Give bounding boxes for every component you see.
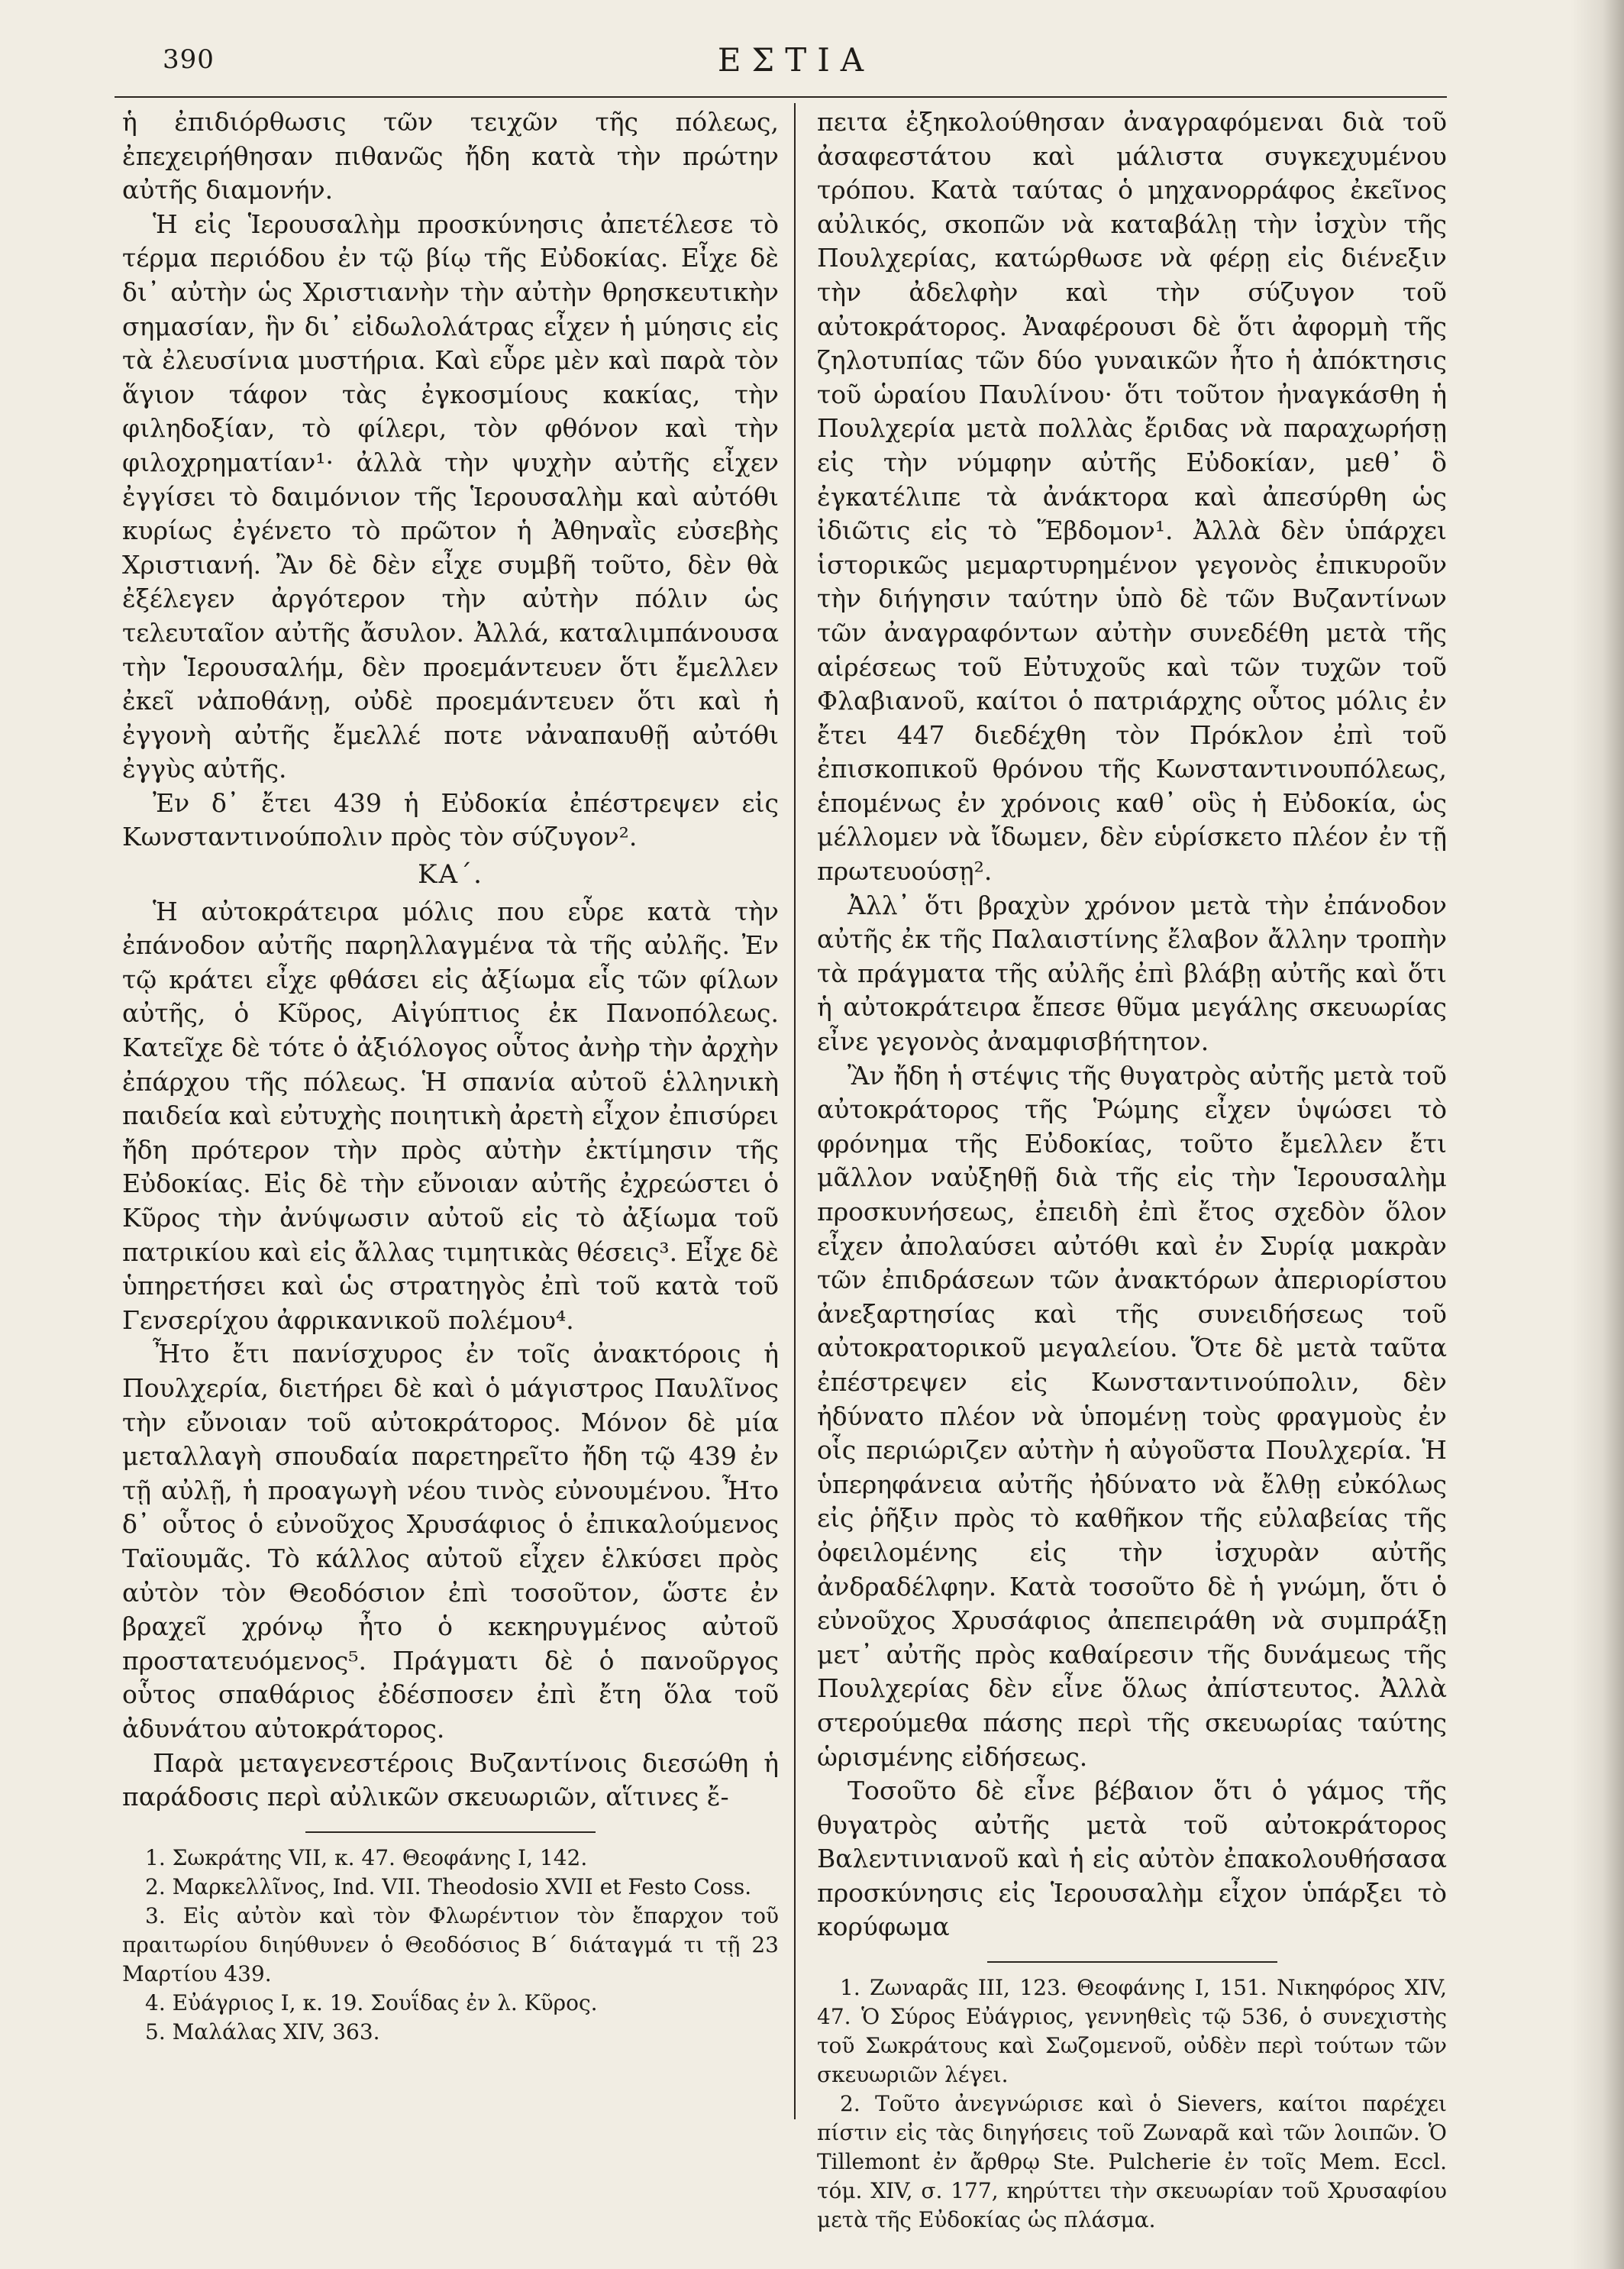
left-column (122, 105, 779, 2047)
footnote: 5. Μαλάλας XIV, 363. (145, 2019, 380, 2044)
paragraph: Τοσοῦτο δὲ εἶνε βέβαιον ὅτι ὁ γάμος τῆς θυγατρὸς αὐτῆς μετὰ τοῦ αὐτοκράτορος Βαλεντινιανοῦ καὶ ἡ εἰς αὐτὸν ἐπακολουθήσασα προσκύνησις εἰς Ἱερουσαλὴμ εἶχον ὑπάρξει τὸ κορύφωμα (817, 1776, 1447, 1942)
footnote: 2. Τοῦτο ἀνεγνώρισε καὶ ὁ Sievers, καίτοι παρέχει πίστιν εἰς τὰς διηγήσεις τοῦ Ζωναρᾶ καὶ τῶν λοιπῶν. Ὁ Tillemont ἐν ἄρθρῳ Ste. Pulcherie ἐν τοῖς Mem. Eccl. τόμ. XIV, σ. 177, κηρύττει τὴν σκευωρίαν τοῦ Χρυσαφίου μετὰ τῆς Εὐδοκίας ὡς πλάσμα. (817, 2091, 1447, 2233)
paragraph: Παρὰ μεταγενεστέροις Βυζαντίνοις διεσώθη ἡ παράδοσις περὶ αὐλικῶν σκευωριῶν, αἵτινες ἔ- (122, 1747, 779, 1812)
page-edge-shadow (1571, 0, 1624, 2269)
header-rule (115, 96, 1447, 98)
page-number: 390 (163, 44, 215, 75)
footnotes-right (817, 1973, 1447, 2235)
paragraph: Ἂν ἤδη ἡ στέψις τῆς θυγατρὸς αὐτῆς μετὰ τοῦ αὐτοκράτορος τῆς Ῥώμης εἶχεν ὑψώσει τὸ φρόνημα τῆς Εὐδοκίας, τοῦτο ἔμελλεν ἔτι μᾶλλον ναὐξηθῇ διὰ τῆς εἰς τὴν Ἱερουσαλὴμ προσκυνήσεως, ἐπειδὴ ἐπὶ ἔτος σχεδὸν ὅλον εἶχεν ἀπολαύσει αὐτόθι καὶ ἐν Συρίᾳ μακρὰν τῶν ἐπιδράσεων τῶν ἀνακτόρων ἀπεριορίστου ἀνεξαρτησίας καὶ τῆς συνειδήσεως τοῦ αὐτοκρατορικοῦ μεγαλείου. Ὅτε δὲ μετὰ ταῦτα ἐπέστρεψεν εἰς Κωνσταντινούπολιν, δὲν ἠδύνατο πλέον νὰ ὑπομένῃ τοὺς φραγμοὺς ἐν οἷς περιώριζεν αὐτὴν ἡ αὐγοῦστα Πουλχερία. Ἡ ὑπερηφάνεια αὐτῆς ἠδύνατο νὰ ἔλθῃ εὐκόλως εἰς ῥῆξιν πρὸς τὸ καθῆκον τῆς εὐλαβείας τῆς ὀφειλομένης εἰς τὴν ἰσχυρὰν αὐτῆς ἀνδραδέλφην. Κατὰ τοσοῦτο δὲ ἡ γνώμη, ὅτι ὁ εὐνοῦχος Χρυσάφιος ἀπεπειράθη νὰ συμπράξῃ μετ᾽ αὐτῆς πρὸς καθαίρεσιν τῆς δυνάμεως τῆς Πουλχερίας δὲν εἶνε ὅλως ἀπίστευτος. Ἀλλὰ στερούμεθα πάσης περὶ τῆς σκευωρίας ταύτης ὡρισμένης εἰδήσεως. (817, 1060, 1447, 1772)
paragraph: Ἦτο ἔτι πανίσχυρος ἐν τοῖς ἀνακτόροις ἡ Πουλχερία, διετήρει δὲ καὶ ὁ μάγιστρος Παυλῖνος τὴν εὔνοιαν τοῦ αὐτοκράτορος. Μόνον δὲ μία μεταλλαγὴ σπουδαία παρετηρεῖτο ἤδη τῷ 439 ἐν τῇ αὐλῇ, ἡ προαγωγὴ νέου τινὸς εὐνουμένου. Ἦτο δ᾽ οὗτος ὁ εὐνοῦχος Χρυσάφιος ὁ ἐπικαλούμενος Ταϊουμᾶς. Τὸ κάλλος αὐτοῦ εἶχεν ἑλκύσει πρὸς αὐτὸν τὸν Θεοδόσιον ἐπὶ τοσοῦτον, ὥστε ἐν βραχεῖ χρόνῳ ἦτο ὁ κεκηρυγμένος αὐτοῦ προστατευόμενος⁵. Πράγματι δὲ ὁ πανοῦργος οὗτος σπαθάριος ἐδέσποσεν ἐπὶ ἔτη ὅλα τοῦ ἀδυνάτου αὐτοκράτορος. (122, 1339, 779, 1744)
footnote: 1. Σωκράτης VII, κ. 47. Θεοφάνης I, 142. (145, 1844, 588, 1870)
paragraph: Ἀλλ᾽ ὅτι βραχὺν χρόνον μετὰ τὴν ἐπάνοδον αὐτῆς ἐκ τῆς Παλαιστίνης ἔλαβον ἄλλην τροπὴν τὰ πράγματα τῆς αὐλῆς ἐπὶ βλάβῃ αὐτῆς καὶ ὅτι ἡ αὐτοκράτειρα ἔπεσε θῦμα μεγάλης σκευωρίας εἶνε γεγονὸς ἀναμφισβήτητον. (817, 890, 1447, 1057)
section-heading: ΚΑ΄. (418, 859, 483, 890)
paragraph: πειτα ἐξηκολούθησαν ἀναγραφόμεναι διὰ τοῦ ἀσαφεστάτου καὶ μάλιστα συγκεχυμένου τρόπου. Κατὰ ταύτας ὁ μηχανορράφος ἐκεῖνος αὐλικός, σκοπῶν νὰ καταβάλῃ τὴν ἰσχὺν τῆς Πουλχερίας, κατώρθωσε νὰ φέρῃ εἰς διένεξιν τὴν ἀδελφὴν καὶ τὴν σύζυγον τοῦ αὐτοκράτορος. Ἀναφέρουσι δὲ ὅτι ἀφορμὴ τῆς ζηλοτυπίας τῶν δύο γυναικῶν ἦτο ἡ ἀπόκτησις τοῦ ὡραίου Παυλίνου· ὅτι τοῦτον ἠναγκάσθη ἡ Πουλχερία μετὰ πολλὰς ἔριδας νὰ παραχωρήσῃ εἰς τὴν νύμφην αὐτῆς Εὐδοκίαν, μεθ᾽ ὃ ἐγκατέλιπε τὰ ἀνάκτορα καὶ ἀπεσύρθη ὡς ἰδιῶτις εἰς τὸ Ἕβδομον¹. Ἀλλὰ δὲν ὑπάρχει ἱστορικῶς μεμαρτυρημένον γεγονὸς ἐπικυροῦν τὴν διήγησιν ταύτην ὑπὸ δὲ τῶν Βυζαντίνων τῶν ἀναγραφόντων αὐτὴν συνεδέθη μετὰ τῆς αἱρέσεως τοῦ Εὐτυχοῦς καὶ τῶν τυχῶν τοῦ Φλαβιανοῦ, καίτοι ὁ πατριάρχης οὗτος μόλις ἐν ἔτει 447 διεδέχθη τὸν Πρόκλον ἐπὶ τοῦ ἐπισκοπικοῦ θρόνου τῆς Κωνσταντινουπόλεως, ἑπομένως ἐν χρόνοις καθ᾽ οὓς ἡ Εὐδοκία, ὡς μέλλομεν νὰ ἴδωμεν, δὲν εὑρίσκετο πλέον ἐν τῇ πρωτευούσῃ². (817, 107, 1447, 887)
paragraph: Ἐν δ᾽ ἔτει 439 ἡ Εὐδοκία ἐπέστρεψεν εἰς Κωνσταντινούπολιν πρὸς τὸν σύζυγον². (122, 787, 779, 852)
paragraph: ἡ ἐπιδιόρθωσις τῶν τειχῶν τῆς πόλεως, ἐπεχειρήθησαν πιθανῶς ἤδη κατὰ τὴν πρώτην αὐτῆς διαμονήν. (122, 107, 779, 205)
footnote: 2. Μαρκελλῖνος, Ind. VII. Theodosio XVII et Festo Coss. (145, 1873, 752, 1899)
page-header (149, 31, 1443, 79)
paragraph: Ἡ εἰς Ἱερουσαλὴμ προσκύνησις ἀπετέλεσε τὸ τέρμα περιόδου ἐν τῷ βίῳ τῆς Εὐδοκίας. Εἶχε δὲ δι᾽ αὐτὴν ὡς Χριστιανὴν τὴν αὐτὴν θρησκευτικὴν σημασίαν, ἣν δι᾽ εἰδωλολάτρας εἶχεν ἡ μύησις εἰς τὰ ἐλευσίνια μυστήρια. Καὶ εὗρε μὲν καὶ παρὰ τὸν ἅγιον τάφον τὰς ἐγκοσμίους κακίας, τὴν φιληδοξίαν, τὸ φίλερι, τὸν φθόνον καὶ τὴν φιλοχρηματίαν¹· ἀλλὰ τὴν ψυχὴν αὐτῆς εἶχεν ἐγγίσει τὸ δαιμόνιον τῆς Ἱερουσαλὴμ καὶ αὐτόθι κυρίως ἐγένετο τὸ πρῶτον ἡ Ἀθηναῒς εὐσεβὴς Χριστιανή. Ἂν δὲ δὲν εἶχε συμβῆ τοῦτο, δὲν θὰ ἐξέλεγεν ἀργότερον τὴν αὐτὴν πόλιν ὡς τελευταῖον αὐτῆς ἄσυλον. Ἀλλά, καταλιμπάνουσα τὴν Ἱερουσαλήμ, δὲν προεμάντευεν ὅτι ἔμελλεν ἐκεῖ νἀποθάνῃ, οὐδὲ προεμάντευεν ὅτι καὶ ἡ ἐγγονὴ αὐτῆς ἔμελλέ ποτε νἀναπαυθῇ αὐτόθι ἐγγὺς αὐτῆς. (122, 208, 779, 784)
paragraph: Ἡ αὐτοκράτειρα μόλις που εὗρε κατὰ τὴν ἐπάνοδον αὐτῆς παρηλλαγμένα τὰ τῆς αὐλῆς. Ἐν τῷ κράτει εἶχε φθάσει εἰς ἀξίωμα εἷς τῶν φίλων αὐτῆς, ὁ Κῦρος, Αἰγύπτιος ἐκ Πανοπόλεως. Κατεῖχε δὲ τότε ὁ ἀξιόλογος οὗτος ἀνὴρ τὴν ἀρχὴν ἐπάρχου τῆς πόλεως. Ἡ σπανία αὐτοῦ ἑλληνικὴ παιδεία καὶ εὐτυχὴς ποιητικὴ ἀρετὴ εἶχον ἐπισύρει ἤδη πρότερον τὴν πρὸς αὐτὴν ἐκτίμησιν τῆς Εὐδοκίας. Εἰς δὲ τὴν εὔνοιαν αὐτῆς ἐχρεώστει ὁ Κῦρος τὴν ἀνύψωσιν αὐτοῦ εἰς τὸ ἀξίωμα τοῦ πατρικίου καὶ εἰς ἄλλας τιμητικὰς θέσεις³. Εἶχε δὲ ὑπηρετήσει καὶ ὡς στρατηγὸς ἐπὶ τοῦ κατὰ τοῦ Γενσερίχου ἀφρικανικοῦ πολέμου⁴. (122, 896, 779, 1335)
footnote: 3. Εἰς αὐτὸν καὶ τὸν Φλωρέντιον τὸν ἔπαρχον τοῦ πραιτωρίου διηύθυνεν ὁ Θεοδόσιος Β΄ διάταγμά τι τῇ 23 Μαρτίου 439. (122, 1902, 779, 1986)
footnotes-left (122, 1844, 779, 2047)
footnote-rule (987, 1961, 1277, 1963)
footnote-rule (305, 1831, 596, 1833)
column-divider (794, 103, 796, 2119)
footnote: 1. Ζωναρᾶς III, 123. Θεοφάνης I, 151. Νικηφόρος XIV, 47. Ὁ Σύρος Εὐάγριος, γεννηθεὶς τῷ 536, ὁ συνεχιστὴς τοῦ Σωκράτους καὶ Σωζομενοῦ, οὐδὲν περὶ τούτων τῶν σκευωριῶν λέγει. (817, 1975, 1447, 2088)
footnote: 4. Εὐάγριος I, κ. 19. Σουΐδας ἐν λ. Κῦρος. (145, 1989, 598, 2015)
right-column (817, 105, 1447, 2235)
running-title: ΕΣΤΙΑ (717, 41, 875, 79)
